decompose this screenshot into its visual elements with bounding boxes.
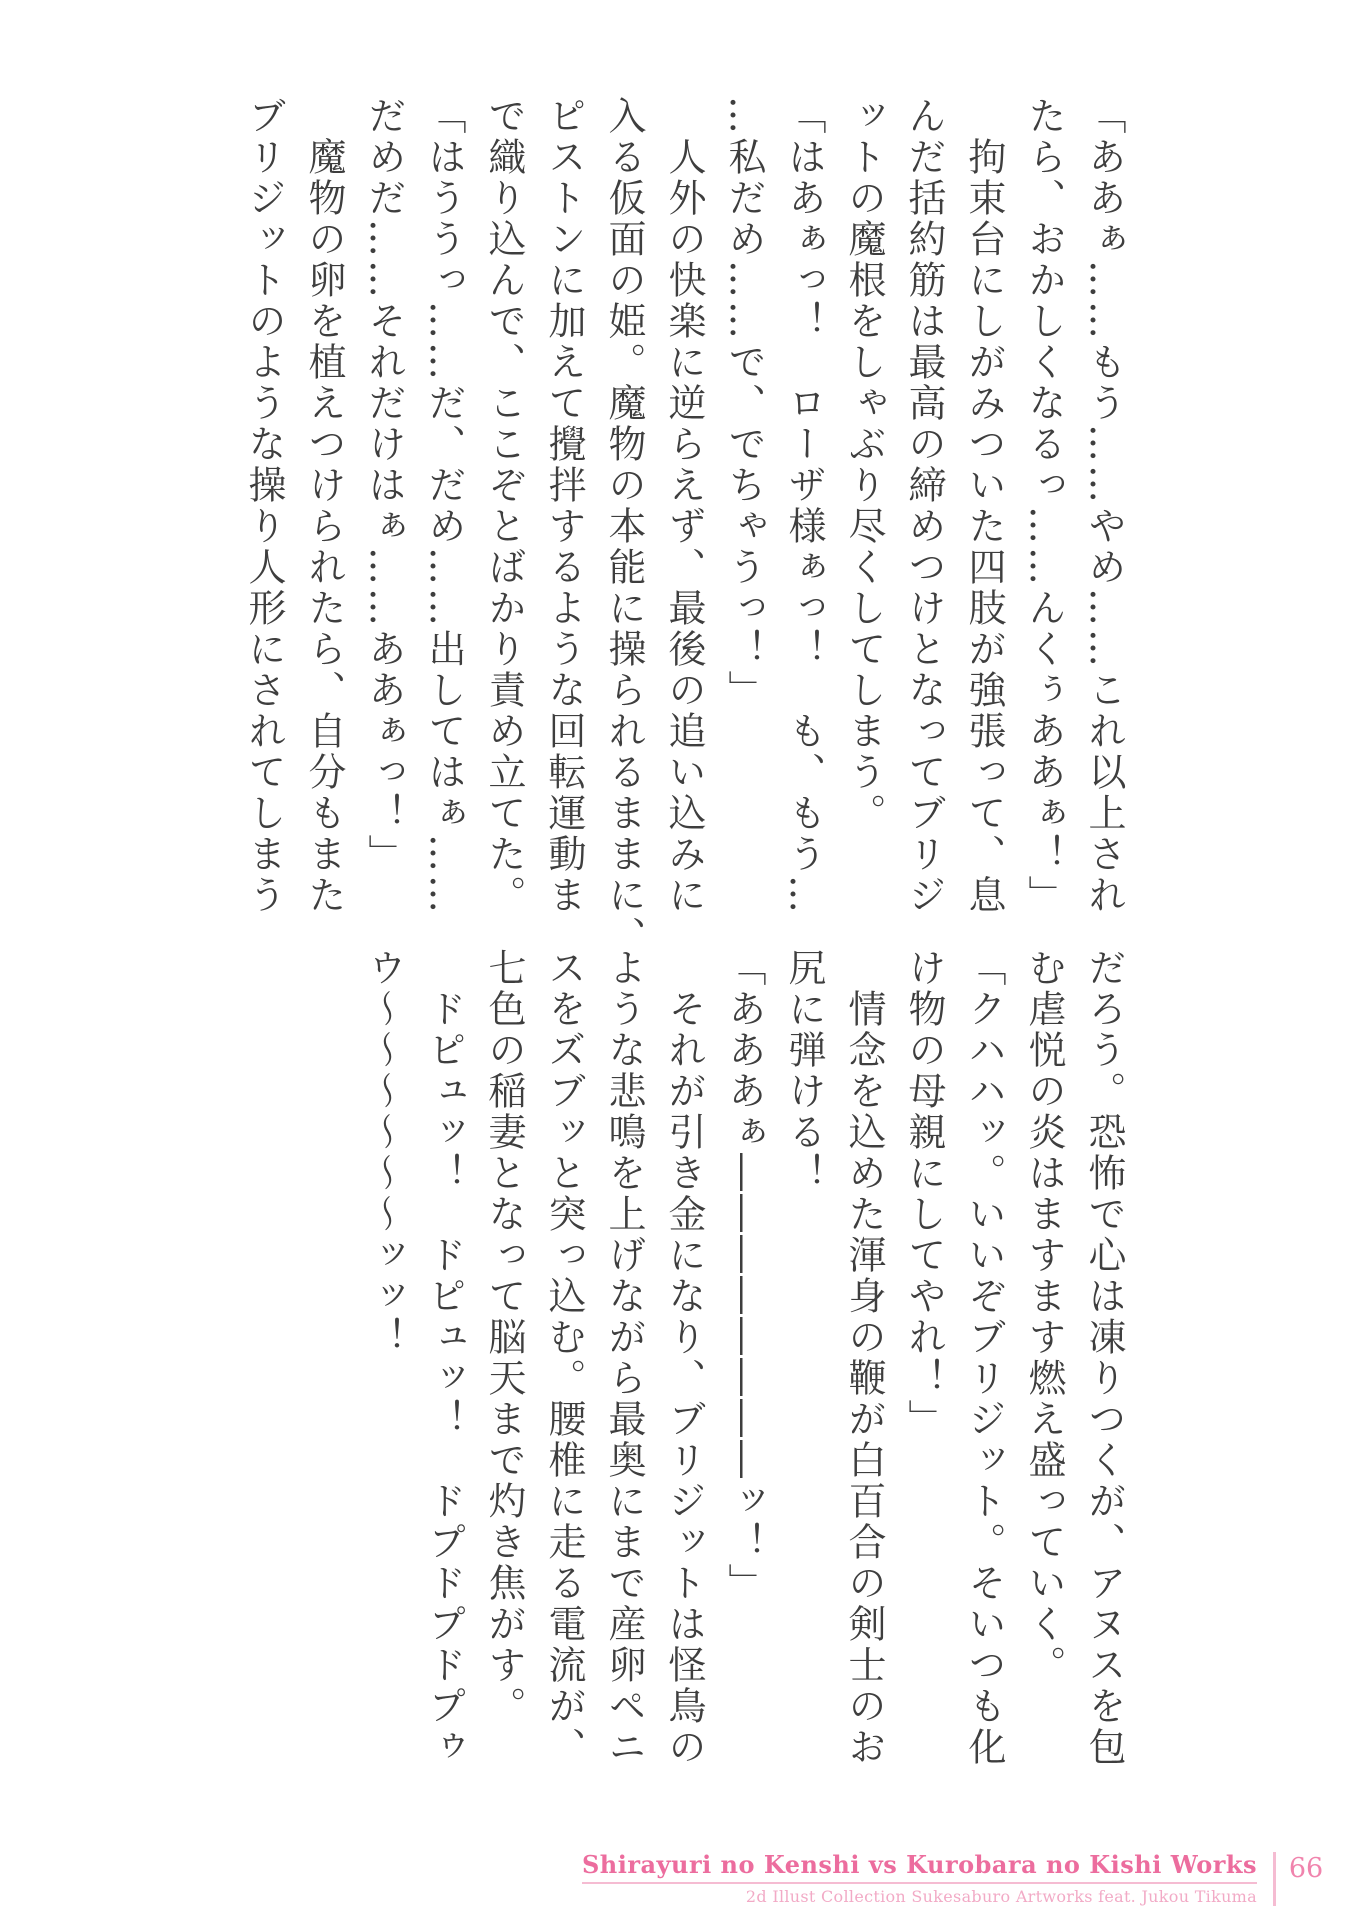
page-footer xyxy=(582,1851,1324,1906)
text-column: ブリジットのような操り人形にされてしまう xyxy=(242,96,286,916)
footer-divider xyxy=(1273,1852,1276,1906)
text-column: スをズブッと突っ込む。腰椎に走る電流が、 xyxy=(542,948,586,1768)
text-column: だめだ……それだけはぁ……ああぁっ！」 xyxy=(362,96,406,875)
text-column: 「はううっ……だ、だめ……出してはぁ…… xyxy=(422,96,466,916)
text-column: だろう。恐怖で心は凍りつくが、アヌスを包 xyxy=(1082,948,1126,1768)
text-column: 拘束台にしがみついた四肢が強張って、息 xyxy=(962,137,1006,916)
text-column: け物の母親にしてやれ！」 xyxy=(902,948,946,1440)
text-column: …私だめ……で、でちゃうっ！」 xyxy=(722,96,766,711)
text-column: で織り込んで、ここぞとばかり責め立てた。 xyxy=(482,96,526,916)
text-column: 入る仮面の姫。魔物の本能に操られるままに、 xyxy=(602,96,646,957)
work-subtitle: 2d Illust Collection Sukesaburo Artworks feat. Jukou Tikuma xyxy=(745,1886,1257,1906)
text-column: 魔物の卵を植えつけられたら、自分もまた xyxy=(302,137,346,916)
text-column: それが引き金になり、ブリジットは怪鳥の xyxy=(662,989,706,1768)
text-column: ウ～～～～～～ッッ！ xyxy=(362,948,406,1358)
text-column: たら、おかしくなるっ……んくぅああぁ！」 xyxy=(1022,96,1066,916)
text-column: ピストンに加えて攪拌するような回転運動ま xyxy=(542,96,586,916)
text-column: 「あああぁ――――――――ッ！」 xyxy=(722,948,766,1604)
text-column: んだ括約筋は最高の締めつけとなってブリジ xyxy=(902,96,946,916)
text-column: 「ああぁ……もう……やめ……これ以上され xyxy=(1082,96,1126,916)
text-column: 情念を込めた渾身の鞭が白百合の剣士のお xyxy=(842,989,886,1768)
text-column: ような悲鳴を上げながら最奥にまで産卵ペニ xyxy=(602,948,646,1768)
text-column: ドピュッ！ ドピュッ！ ドプドプドプゥ xyxy=(422,989,466,1768)
work-title: Shirayuri no Kenshi vs Kurobara no Kishi Works xyxy=(582,1851,1257,1884)
text-column: 「はあぁっ！ ローザ様ぁっ！ も、もう… xyxy=(782,96,826,916)
text-column: 「クハハッ。いいぞブリジット。そいつも化 xyxy=(962,948,1006,1768)
text-column: 尻に弾ける！ xyxy=(782,948,826,1194)
text-column: 七色の稲妻となって脳天まで灼き焦がす。 xyxy=(482,948,526,1727)
page-number: 66 xyxy=(1288,1853,1324,1885)
text-column: 人外の快楽に逆らえず、最後の追い込みに xyxy=(662,137,706,916)
text-column: む虐悦の炎はますます燃え盛っていく。 xyxy=(1022,948,1066,1686)
text-block-upper xyxy=(234,96,1134,957)
footer-text xyxy=(582,1851,1257,1906)
text-block-lower xyxy=(354,948,1134,1793)
text-column: ットの魔根をしゃぶり尽くしてしまう。 xyxy=(842,96,886,834)
